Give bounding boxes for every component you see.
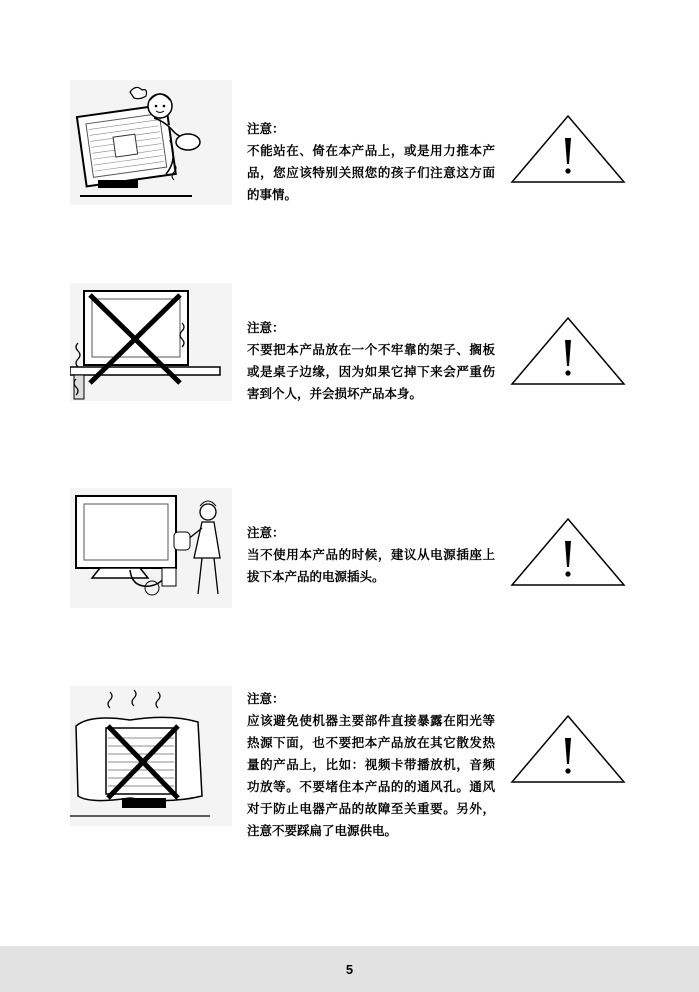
caution-note-2 [247, 317, 495, 405]
warning-triangle-icon [508, 515, 628, 587]
warning-triangle-icon [508, 112, 628, 184]
caution-note-1 [247, 118, 495, 206]
page-number: 5 [345, 961, 354, 977]
covered-tv-crossed-icon [70, 686, 232, 826]
caution-title: 注意： [247, 691, 285, 706]
caution-title: 注意： [247, 121, 285, 136]
caution-text: 不要把本产品放在一个不牢靠的架子、搁板或是桌子边缘，因为如果它掉下来会严重伤害到个人，并会损坏产品本身。 [247, 342, 495, 401]
caution-title: 注意： [247, 320, 285, 335]
page-footer [0, 946, 699, 992]
caution-title: 注意： [247, 525, 285, 540]
warning-triangle-icon [508, 314, 628, 386]
caution-note-3 [247, 522, 495, 588]
caution-text: 当不使用本产品的时候，建议从电源插座上拔下本产品的电源插头。 [247, 547, 495, 584]
caution-note-4 [247, 688, 495, 842]
unplug-power-cord-icon [70, 488, 232, 608]
warning-triangle-icon [508, 712, 628, 784]
caution-text: 应该避免使机器主要部件直接暴露在阳光等热源下面，也不要把本产品放在其它散发热量的产品上，比如：视频卡带播放机，音频功放等。不要堵住本产品的的通风孔。通风对于防止电器产品的故障至关重要。另外，注意不要踩扁了电源供电。 [247, 713, 495, 838]
tv-on-unstable-shelf-crossed-icon [70, 283, 232, 401]
child-climbing-tv-icon [70, 80, 232, 205]
caution-text: 不能站在、倚在本产品上，或是用力推本产品，您应该特别关照您的孩子们注意这方面的事情。 [247, 143, 495, 202]
